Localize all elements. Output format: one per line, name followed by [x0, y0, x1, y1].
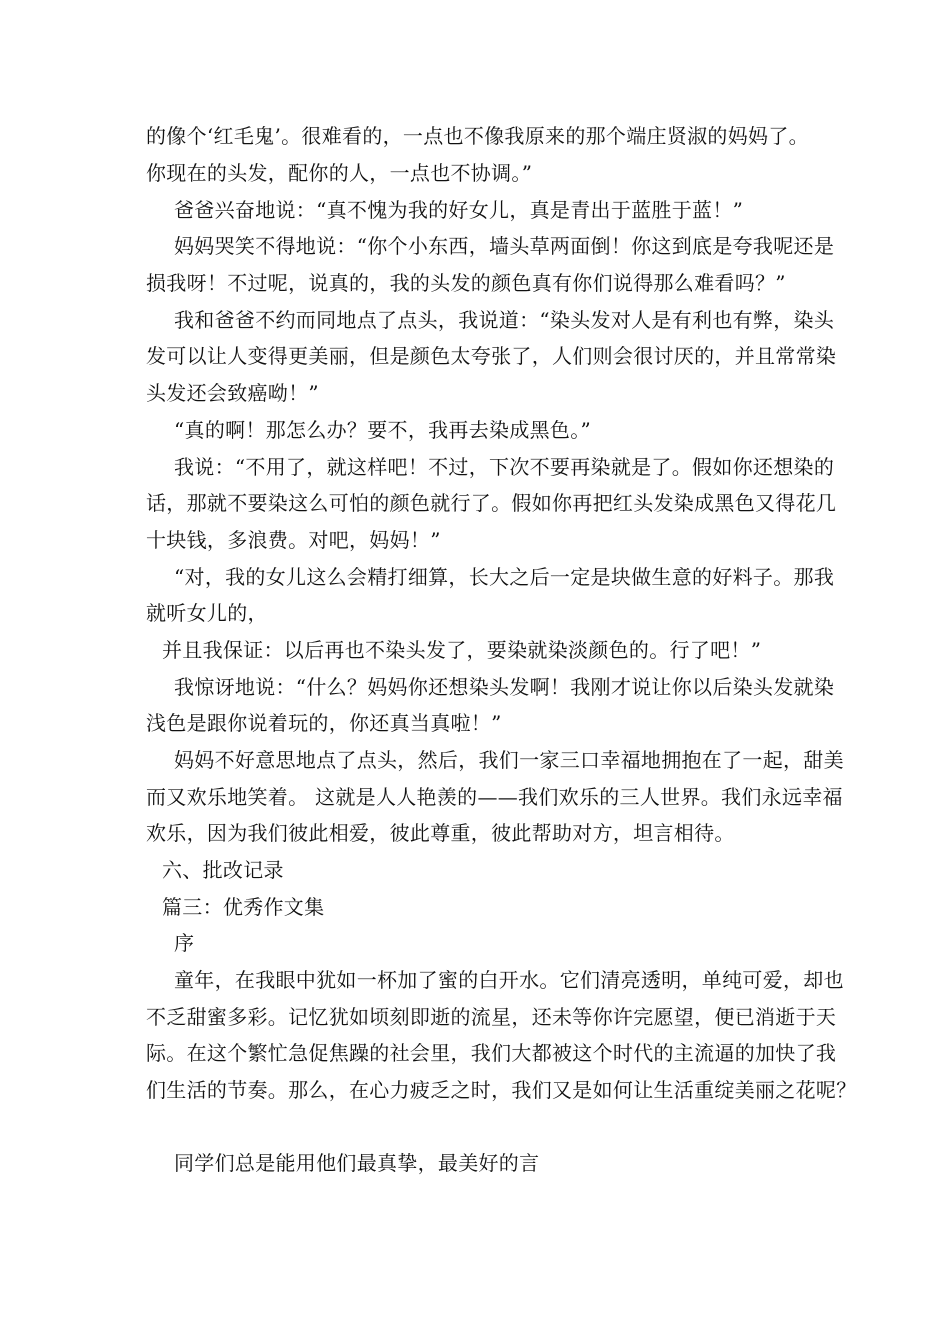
- text-line: 损我呀！不过呢，说真的，我的头发的颜色真有你们说得那么难看吗？”: [146, 271, 786, 295]
- section-heading: 篇三：优秀作文集: [162, 895, 325, 919]
- text-line: 爸爸兴奋地说：“真不愧为我的好女儿，真是青出于蓝胜于蓝！”: [174, 198, 744, 222]
- text-line: 头发还会致癌呦！”: [146, 381, 319, 405]
- text-line: 我和爸爸不约而同地点了点头，我说道：“染头发对人是有利也有弊，染头: [174, 308, 835, 332]
- text-line: 欢乐，因为我们彼此相爱，彼此尊重，彼此帮助对方，坦言相待。: [146, 821, 735, 845]
- text-line: 我说：“不用了，就这样吧！不过，下次不要再染就是了。假如你还想染的: [174, 455, 835, 479]
- text-line: 们生活的节奏。那么，在心力疲乏之时，我们又是如何让生活重绽美丽之花呢？: [146, 1078, 857, 1102]
- text-line: 不乏甜蜜多彩。记忆犹如顷刻即逝的流星，还未等你许完愿望，便已消逝于天: [146, 1005, 837, 1029]
- text-line: 话，那就不要染这么可怕的颜色就行了。假如你再把红头发染成黑色又得花几: [146, 491, 837, 515]
- text-line: “对，我的女儿这么会精打细算，长大之后一定是块做生意的好料子。那我: [174, 565, 835, 589]
- text-line: 际。在这个繁忙急促焦躁的社会里，我们大都被这个时代的主流逼的加快了我: [146, 1041, 837, 1065]
- text-line: 并且我保证：以后再也不染头发了，要染就染淡颜色的。行了吧！”: [162, 638, 762, 662]
- text-line: 我惊讶地说：“什么？妈妈你还想染头发啊！我刚才说让你以后染头发就染: [174, 675, 835, 699]
- text-line: 妈妈不好意思地点了点头，然后，我们一家三口幸福地拥抱在了一起，甜美: [174, 748, 844, 772]
- text-line: 童年，在我眼中犹如一杯加了蜜的白开水。它们清亮透明，单纯可爱，却也: [174, 968, 844, 992]
- text-line: 同学们总是能用他们最真挚，最美好的言: [174, 1151, 540, 1175]
- text-line: 而又欢乐地笑着。 这就是人人艳羡的——我们欢乐的三人世界。我们永远幸福: [146, 785, 843, 809]
- text-line: 十块钱，多浪费。对吧，妈妈！”: [146, 528, 441, 552]
- text-line: “真的啊！那怎么办？要不，我再去染成黑色。”: [174, 418, 592, 442]
- section-heading: 六、批改记录: [162, 858, 284, 882]
- text-line: 你现在的头发，配你的人，一点也不协调。”: [146, 161, 533, 185]
- text-line: 就听女儿的，: [146, 601, 268, 625]
- section-heading: 序: [174, 931, 195, 955]
- text-line: 妈妈哭笑不得地说：“你个小东西，墙头草两面倒！你这到底是夸我呢还是: [174, 234, 835, 258]
- text-line: 发可以让人变得更美丽，但是颜色太夸张了，人们则会很讨厌的，并且常常染: [146, 344, 837, 368]
- text-line: 的像个‘红毛鬼’。很难看的，一点也不像我原来的那个端庄贤淑的妈妈了。: [146, 124, 809, 148]
- text-line: 浅色是跟你说着玩的，你还真当真啦！”: [146, 711, 502, 735]
